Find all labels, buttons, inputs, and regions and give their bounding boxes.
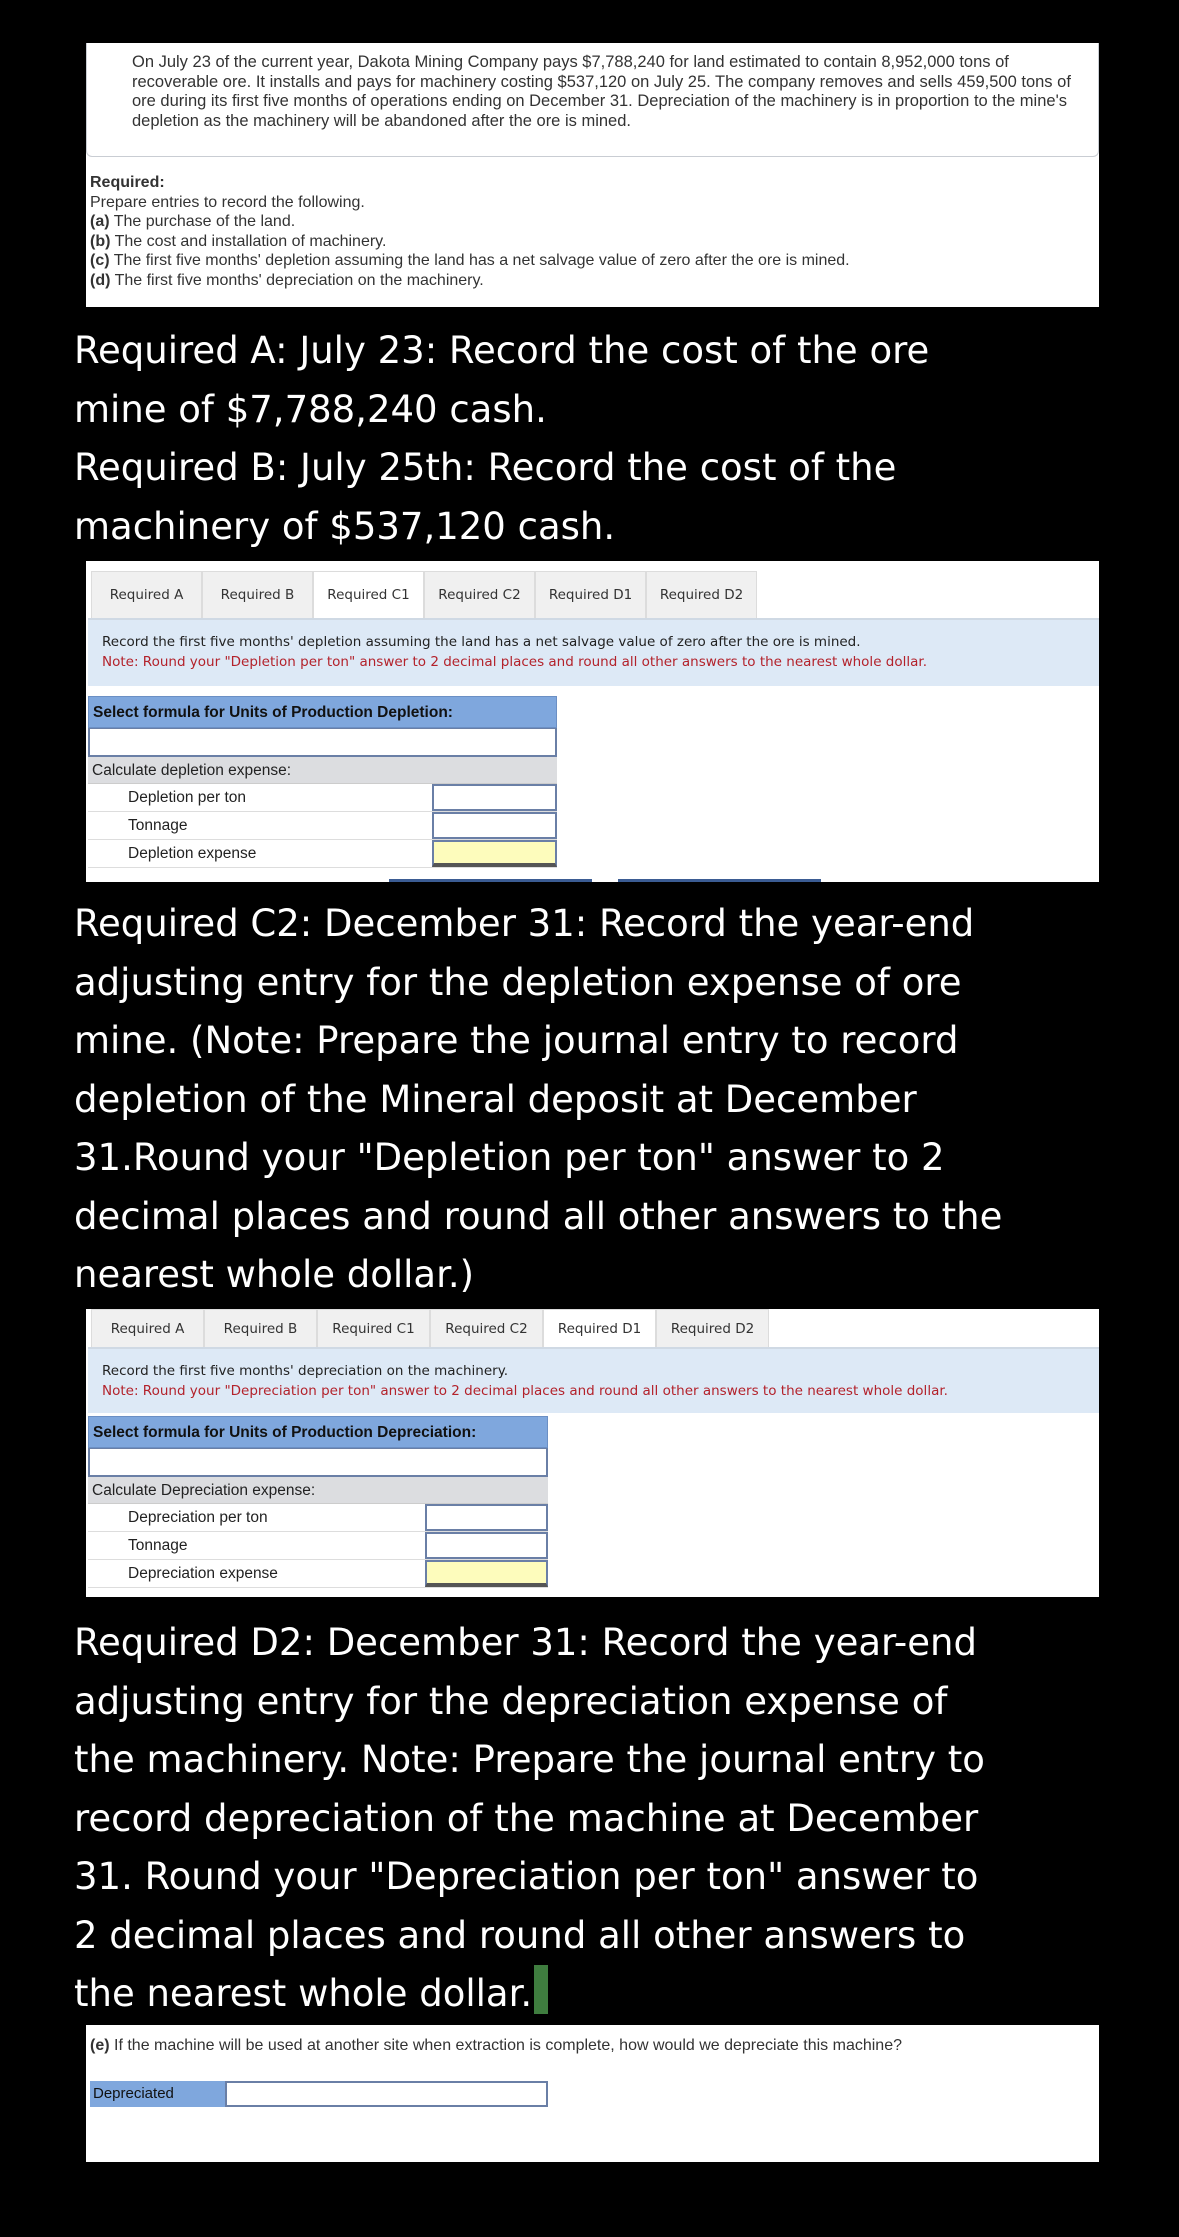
- depreciation-per-ton-input[interactable]: [425, 1504, 548, 1531]
- part-c: (c) The first five months' depletion assuming the land has a net salvage value of zero after the ore is mined.: [90, 252, 850, 269]
- instruction-band: [88, 618, 1099, 686]
- problem-panel: [86, 43, 1099, 307]
- required-list: [90, 173, 850, 290]
- tab-required-c2[interactable]: Required C2: [424, 571, 535, 618]
- part-b: (b) The cost and installation of machinery.: [90, 232, 387, 250]
- instruction-text: Record the first five months' depletion assuming the land has a net salvage value of zero after the ore is mined.: [102, 634, 861, 650]
- text-cursor: [534, 1965, 548, 2014]
- required-label: Required:: [90, 174, 165, 191]
- note-required-d2: Required D2: December 31: Record the year-end adjusting entry for the depreciation expense of the machinery. Note: Prepare the journal entry to record depreciation of the machine at December 31. Round your "Depreciation per ton" answer to 2 decimal places and round all other answers to the nearest whole dollar.: [74, 1621, 985, 2015]
- button-edge: [618, 879, 821, 882]
- problem-text: On July 23 of the current year, Dakota Mining Company pays $7,788,240 for land estimated to contain 8,952,000 tons of recoverable ore. It installs and pays for machinery costing $537,120 on July 25. The company removes and sells 459,500 tons of ore during its first five months of operations ending on December 31. Depreciation of the machinery is in proportion to the mine's depletion as the machinery will be abandoned after the ore is mined.: [86, 43, 1099, 157]
- depletion-per-ton-input[interactable]: [432, 784, 557, 811]
- tab-required-d2[interactable]: Required D2: [646, 571, 757, 618]
- tab-required-b[interactable]: Required B: [204, 1309, 317, 1347]
- part-d: (d) The first five months' depreciation on the machinery.: [90, 271, 484, 289]
- tab-bar: [91, 1309, 769, 1347]
- table-row: Tonnage: [88, 812, 557, 840]
- tab-bar: [91, 571, 757, 618]
- tonnage-input[interactable]: [432, 812, 557, 839]
- rounding-note: Note: Round your "Depletion per ton" answer to 2 decimal places and round all other answers to the nearest whole dollar.: [102, 654, 927, 670]
- tab-required-d1[interactable]: Required D1: [543, 1309, 656, 1347]
- tonnage-input[interactable]: [425, 1532, 548, 1559]
- instruction-band: [88, 1347, 1099, 1413]
- note-required-c2: Required C2: December 31: Record the year-end adjusting entry for the depletion expense of ore mine. (Note: Prepare the journal entry to record depletion of the Mineral deposit at December 31.Round your "Depletion per ton" answer to 2 decimal places and round all other answers to the nearest whole dollar.): [74, 902, 1003, 1296]
- rounding-note: Note: Round your "Depreciation per ton" answer to 2 decimal places and round all other answers to the nearest whole dollar.: [102, 1383, 948, 1399]
- instructions: Prepare entries to record the following.: [90, 193, 365, 211]
- tab-required-d1[interactable]: Required D1: [535, 571, 646, 618]
- tab-required-c1[interactable]: Required C1: [313, 571, 424, 618]
- formula-header: Select formula for Units of Production Depreciation:: [88, 1416, 548, 1448]
- note-required-ab: Required A: July 23: Record the cost of the ore mine of $7,788,240 cash. Required B: July 25th: Record the cost of the machinery of $537,120 cash.: [74, 329, 930, 548]
- calc-label: Calculate depletion expense:: [88, 757, 557, 784]
- part-e-question: (e) If the machine will be used at another site when extraction is complete, how would we depreciate this machine?: [90, 2037, 902, 2054]
- table-row: Depreciation expense: [88, 1560, 548, 1588]
- button-edge: [389, 879, 592, 882]
- tab-required-c2[interactable]: Required C2: [430, 1309, 543, 1347]
- tab-required-a[interactable]: Required A: [91, 571, 202, 618]
- tab-required-b[interactable]: Required B: [202, 571, 313, 618]
- depletion-table: [88, 696, 557, 868]
- required-c1-panel: [86, 561, 1099, 882]
- table-row: Depletion per ton: [88, 784, 557, 812]
- depreciation-table: [88, 1416, 548, 1588]
- part-a: (a) The purchase of the land.: [90, 213, 296, 230]
- tab-required-c1[interactable]: Required C1: [317, 1309, 430, 1347]
- formula-header: Select formula for Units of Production Depletion:: [88, 696, 557, 728]
- calc-label: Calculate Depreciation expense:: [88, 1477, 548, 1504]
- part-e-panel: [86, 2025, 1099, 2162]
- depletion-expense-input[interactable]: [432, 840, 557, 867]
- formula-select[interactable]: [88, 728, 557, 757]
- table-row: Depreciation per ton: [88, 1504, 548, 1532]
- formula-select[interactable]: [88, 1448, 548, 1477]
- depreciated-label: Depreciated: [90, 2081, 225, 2107]
- depreciated-input[interactable]: [225, 2081, 548, 2107]
- tab-required-d2[interactable]: Required D2: [656, 1309, 769, 1347]
- instruction-text: Record the first five months' depreciation on the machinery.: [102, 1363, 509, 1379]
- tab-required-a[interactable]: Required A: [91, 1309, 204, 1347]
- table-row: Depletion expense: [88, 840, 557, 868]
- table-row: Tonnage: [88, 1532, 548, 1560]
- depreciation-expense-input[interactable]: [425, 1560, 548, 1587]
- required-d1-panel: [86, 1309, 1099, 1597]
